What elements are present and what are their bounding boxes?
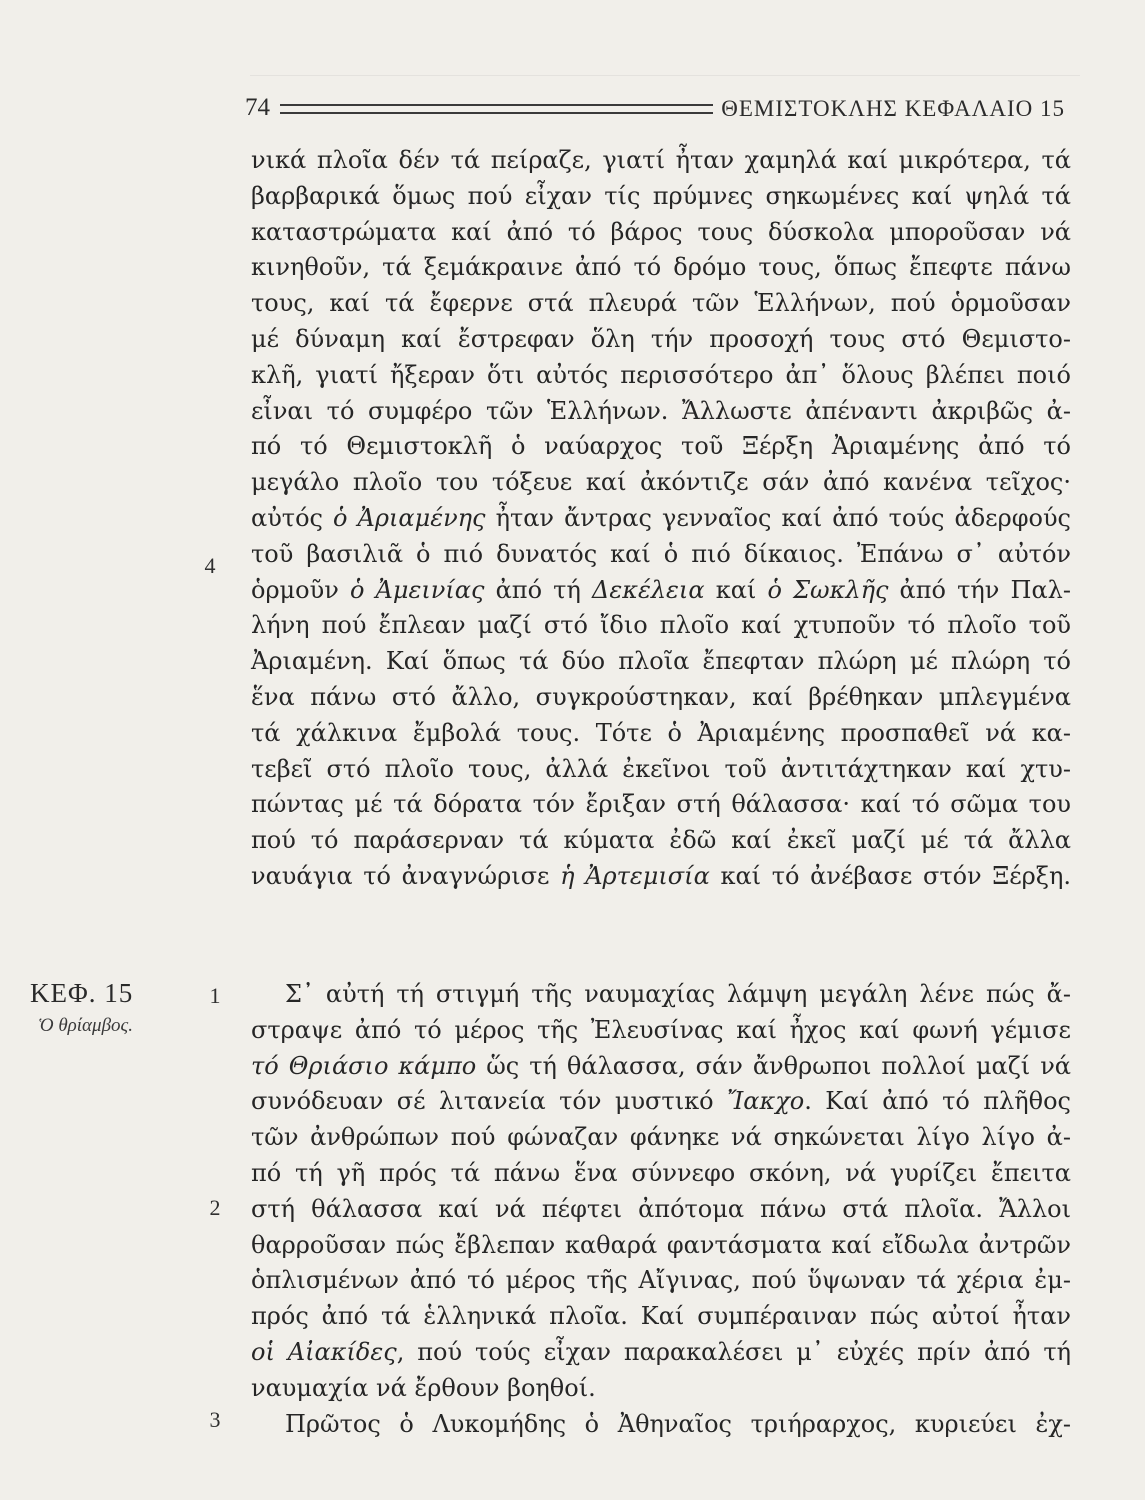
name-iakchos: Ἴακχο <box>727 1087 805 1116</box>
text-line: ἕνα πάνω στό ἄλλο, συγκρούστηκαν, καί βρέθηκαν μπλεγμένα <box>251 682 1071 711</box>
text-block-continuation <box>251 143 1071 895</box>
text-line: οἱ Αἰακίδες, πού τούς εἶχαν παρακαλέσει μ᾿ εὐχές πρίν ἀπό τή <box>251 1337 1071 1366</box>
verse-number: 3 <box>209 1407 221 1432</box>
text-line: πό τό Θεμιστοκλῆ ὁ ναύαρχος τοῦ Ξέρξη Ἀριαμένης ἀπό τό <box>251 432 1071 461</box>
text-line: μεγάλο πλοῖο του τόξευε καί ἀκόντιζε σάν ἀπό κανένα τεῖχος· <box>251 468 1071 497</box>
text-line: ναυμαχία νά ἔρθουν βοηθοί. <box>251 1373 596 1402</box>
text-line: ὁπλισμένων ἀπό τό μέρος τῆς Αἴγινας, πού ὕψωναν τά χέρια ἐμ- <box>251 1266 1071 1295</box>
header-double-rule <box>280 104 713 114</box>
running-title: ΘΕΜΙΣΤΟΚΛΗΣ ΚΕΦΑΛΑΙΟ 15 <box>721 96 1065 121</box>
name-ariamenes: ὁ Ἀριαμένης <box>333 503 486 532</box>
name-ameinias: ὁ Ἀμεινίας <box>349 575 485 604</box>
page-number: 74 <box>245 94 270 121</box>
verse-number: 1 <box>209 983 221 1008</box>
text-line: στή θάλασσα καί νά πέφτει ἀπότομα πάνω στά πλοῖα. Ἄλλοι <box>251 1194 1071 1223</box>
text-line: πού τό παράσερναν τά κύματα ἐδῶ καί ἐκεῖ μαζί μέ τά ἄλλα <box>251 826 1071 855</box>
bleed-through-rule <box>250 55 1080 76</box>
text-line: πρός ἀπό τά ἑλληνικά πλοῖα. Καί συμπέραιναν πώς αὐτοί ἦταν <box>251 1302 1071 1331</box>
text-line: τά χάλκινα ἔμβολά τους. Τότε ὁ Ἀριαμένης προσπαθεῖ νά κα- <box>251 718 1071 747</box>
text-line: αὐτός ὁ Ἀριαμένης ἦταν ἄντρας γενναῖος καί ἀπό τούς ἀδερφούς <box>251 503 1071 532</box>
text-line: Σ᾿ αὐτή τή στιγμή τῆς ναυμαχίας λάμψη μεγάλη λένε πώς ἄ- <box>285 980 1071 1008</box>
text-line: κινηθοῦν, τά ξεμάκραινε ἀπό τό δρόμο τους, ὅπως ἔπεφτε πάνω <box>251 253 1071 282</box>
text-line: τεβεῖ στό πλοῖο τους, ἀλλά ἐκεῖνοι τοῦ ἀντιτάχτηκαν καί χτυ- <box>251 754 1071 783</box>
text-block-chapter-15 <box>251 977 1071 1442</box>
text-line: καταστρώματα καί ἀπό τό βάρος τους δύσκολα μποροῦσαν νά <box>251 217 1071 246</box>
name-sokles: ὁ Σωκλῆς <box>767 575 889 604</box>
chapter-subtitle: Ὁ θρίαμβος. <box>38 1015 133 1036</box>
text-line: τους, καί τά ἔφερνε στά πλευρά τῶν Ἑλλήνων, πού ὁρμοῦσαν <box>251 289 1071 318</box>
verse-number: 4 <box>204 553 216 578</box>
text-line: βαρβαρικά ὅμως πού εἶχαν τίς πρύμνες σηκωμένες καί ψηλά τά <box>251 181 1071 210</box>
text-line: Πρῶτος ὁ Λυκομήδης ὁ Ἀθηναῖος τριήραρχος, κυριεύει ἐχ- <box>285 1409 1071 1438</box>
text-line: θαρροῦσαν πώς ἔβλεπαν καθαρά φαντάσματα καί εἴδωλα ἀντρῶν <box>251 1230 1071 1259</box>
text-line: μέ δύναμη καί ἔστρεφαν ὅλη τήν προσοχή τους στό Θεμιστο- <box>251 324 1071 353</box>
name-artemisia: ἡ Ἀρτεμισία <box>560 861 710 890</box>
text-line: Ἀριαμένη. Καί ὅπως τά δύο πλοῖα ἔπεφταν πλώρη μέ πλώρη τό <box>251 647 1071 676</box>
text-line: ναυάγια τό ἀναγνώρισε ἡ Ἀρτεμισία καί τό ἀνέβασε στόν Ξέρξη. <box>251 861 1071 890</box>
chapter-sidenote <box>30 978 133 1037</box>
text-line: πώντας μέ τά δόρατα τόν ἔριξαν στή θάλασσα· καί τό σῶμα του <box>251 790 1071 819</box>
text-line: πό τή γῆ πρός τά πάνω ἕνα σύννεφο σκόνη, νά γυρίζει ἔπειτα <box>251 1158 1071 1187</box>
chapter-label: ΚΕΦ. 15 <box>30 978 134 1008</box>
text-line: τοῦ βασιλιᾶ ὁ πιό δυνατός καί ὁ πιό δίκαιος. Ἐπάνω σ᾿ αὐτόν <box>251 539 1071 568</box>
text-line: λήνη πού ἔπλεαν μαζί στό ἴδιο πλοῖο καί χτυποῦν τό πλοῖο τοῦ <box>251 611 1071 640</box>
text-line: στραψε ἀπό τό μέρος τῆς Ἐλευσίνας καί ἦχος καί φωνή γέμισε <box>251 1015 1071 1044</box>
name-aiakides: οἱ Αἰακίδες <box>251 1337 397 1366</box>
text-line: τό Θριάσιο κάμπο ὥς τή θάλασσα, σάν ἄνθρωποι πολλοί μαζί νά <box>251 1051 1071 1080</box>
text-line: νικά πλοῖα δέν τά πείραζε, γιατί ἦταν χαμηλά καί μικρότερα, τά <box>251 146 1071 174</box>
place-dekeleia: Δεκέλεια <box>592 575 705 604</box>
text-line: συνόδευαν σέ λιτανεία τόν μυστικό Ἴακχο. Καί ἀπό τό πλῆθος <box>251 1087 1071 1116</box>
text-line: ὁρμοῦν ὁ Ἀμεινίας ἀπό τή Δεκέλεια καί ὁ Σωκλῆς ἀπό τήν Παλ- <box>251 575 1072 604</box>
text-line: κλῆ, γιατί ἤξεραν ὅτι αὐτός περισσότερο ἀπ᾿ ὅλους βλέπει ποιό <box>251 360 1071 389</box>
place-thriasio: τό Θριάσιο κάμπο <box>251 1051 477 1080</box>
verse-number: 2 <box>209 1195 221 1220</box>
text-line: εἶναι τό συμφέρο τῶν Ἑλλήνων. Ἄλλωστε ἀπέναντι ἀκριβῶς ἀ- <box>251 396 1071 425</box>
running-header <box>245 86 1065 120</box>
text-line: τῶν ἀνθρώπων πού φώναζαν φάνηκε νά σηκώνεται λίγο λίγο ἀ- <box>251 1123 1071 1152</box>
